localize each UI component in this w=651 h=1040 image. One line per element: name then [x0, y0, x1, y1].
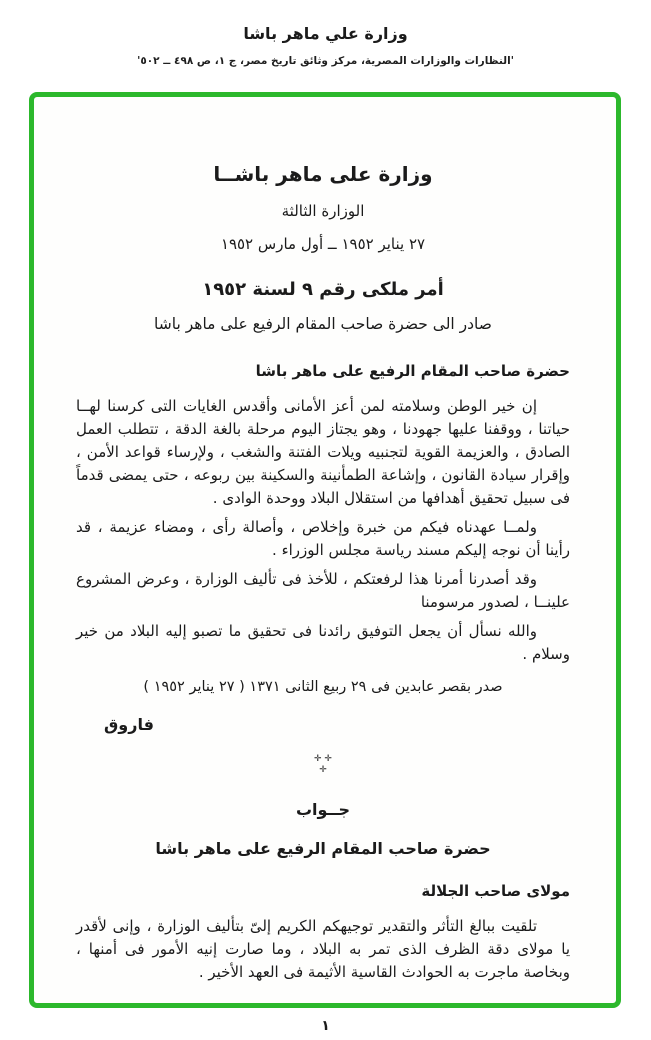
document-subtitle: الوزارة الثالثة [281, 202, 365, 220]
reply-subheading: حضرة صاحب المقام الرفيع على ماهر باشا [155, 839, 491, 858]
decree-paragraph-3: وقد أصدرنا أمرنا هذا لرفعتكم ، للأخذ فى تأليف الوزارة ، وعرض المشروع علينــا ، لصدور مرسومنا [76, 570, 570, 611]
decree-paragraph-1: إن خير الوطن وسلامته لمن أعز الأمانى وأقدس الغايات التى كرسنا لهــا حياتنا ، ووقفنا عليها جهودنا ، وهو يجتاز اليوم مرحلة بالغة الدقة ، تتطلب العمل الصادق ، والعزيمة القوية لتجنبيه ويلات الفتنة والشغب ، ولإرساء قواعد الأمن ، وإقرار سيادة القانون ، وإشاعة الطمأنينة والسكينة بين ربوعه ، حتى يمضى قدماً فى سبيل تحقيق أهدافها من استقلال البلاد ووحدة الوادى . [76, 397, 570, 507]
decree-paragraph-4: والله نسأل أن يجعل التوفيق رائدنا فى تحقيق ما تصبو إليه البلاد من خير وسلام . [76, 622, 570, 663]
header-title: وزارة علي ماهر باشا [243, 24, 408, 43]
decree-paragraph-2: ولمــا عهدناه فيكم من خبرة وإخلاص ، وأصالة رأى ، ومضاء عزيمة ، قد رأينا أن نوجه إليكم مسند رياسة مجلس الوزراء . [76, 518, 570, 559]
document-title: وزارة على ماهر باشــا [213, 162, 433, 186]
royal-signature: فاروق [104, 715, 154, 734]
page-number: ١ [321, 1018, 330, 1034]
header-source-citation: 'النظارات والوزارات المصرية، مركز وثائق تاريخ مصر، ج ١، ص ٤٩٨ ــ ٥٠٢' [137, 55, 514, 67]
green-frame [29, 92, 621, 1008]
page-header [0, 0, 651, 67]
decree-title: أمر ملكى رقم ٩ لسنة ١٩٥٢ [202, 279, 444, 300]
ornament-stars-bottom: ✛ [319, 765, 327, 775]
reply-paragraph: تلقيت ببالغ التأثر والتقدير توجيهكم الكريم إلىّ بتأليف الوزارة ، وإنى لأقدر يا مولاى دقة الظرف الذى تمر به البلاد ، وما صارت إنيه الأمور فى أمنها ، وبخاصة ماجرت به الحوادث القاسية الأثيمة فى العهد الأخير . [76, 917, 570, 981]
ornament-stars-top: ✛ ✛ [314, 754, 332, 764]
document-date-range: ٢٧ يناير ١٩٥٢ ــ أول مارس ١٩٥٢ [220, 235, 426, 253]
decree-issue-line: صدر بقصر عابدين فى ٢٩ ربيع الثانى ١٣٧١ ( ٢٧ يناير ١٩٥٢ ) [143, 679, 503, 695]
decree-subtitle: صادر الى حضرة صاحب المقام الرفيع على ماهر باشا [154, 315, 492, 333]
scan-content [34, 97, 616, 984]
ornament-stars-icon [76, 754, 570, 776]
reply-heading: جــواب [295, 800, 351, 819]
reply-salutation: مولاى صاحب الجلالة [421, 882, 570, 900]
decree-salutation: حضرة صاحب المقام الرفيع على ماهر باشا [255, 362, 570, 380]
